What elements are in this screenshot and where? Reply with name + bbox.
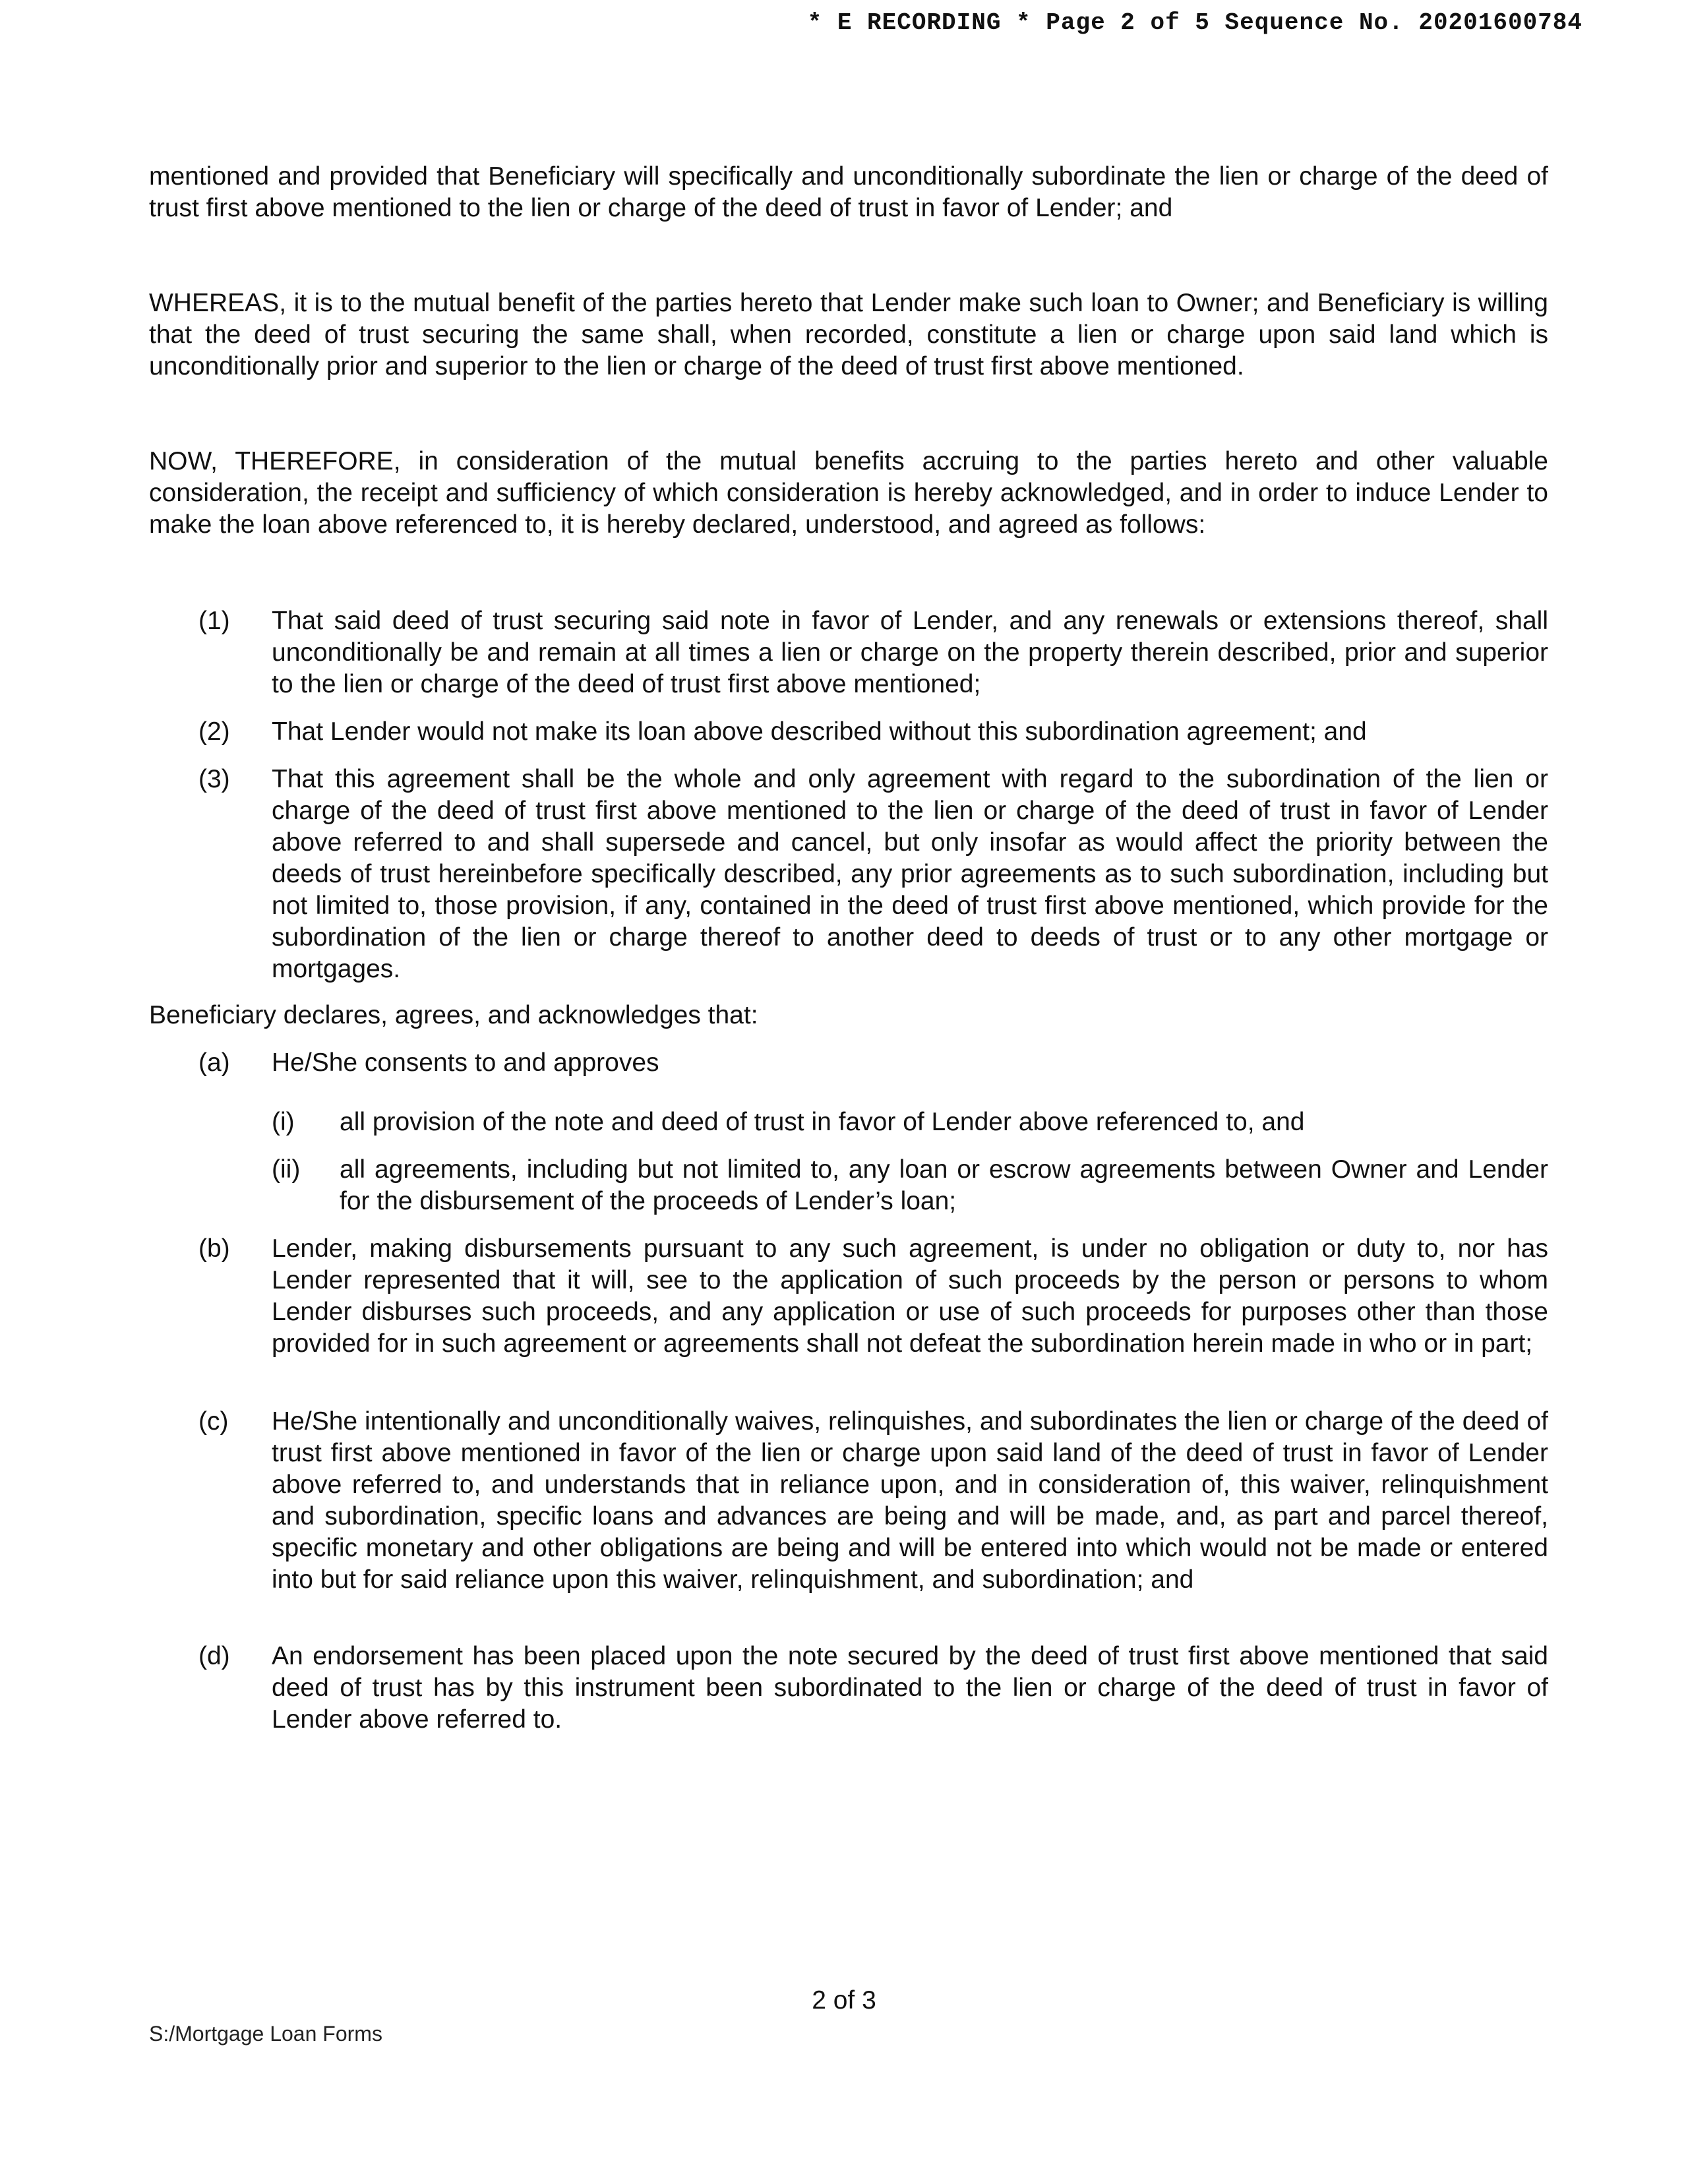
item-text: Lender, making disbursements pursuant to any such agreement, is under no obligation or duty to, nor has Lender represented that it will, see to the application of such proceeds by the person or persons to whom Lender disburses such proceeds, and any application or use of such proceeds for purposes other than those provided for in such agreement or agreements shall not defeat the subordination herein made in who or in part; bbox=[272, 1234, 1548, 1358]
page-number: 2 of 3 bbox=[812, 1986, 876, 2015]
lettered-item-d bbox=[149, 1641, 1548, 1736]
paragraph-text: NOW, THEREFORE, in consideration of the mutual benefits accruing to the parties hereto and other valuable consideration, the receipt and sufficiency of which consideration is hereby acknowledged, and in order to induce Lender to make the loan above referenced to, it is hereby declared, understood, and agreed as follows: bbox=[149, 447, 1548, 539]
item-text: That this agreement shall be the whole and only agreement with regard to the subordination of the lien or charge of the deed of trust first above mentioned to the lien or charge of the deed of trust in favor of Lender above referred to and shall supersede and cancel, but only insofar as would affect the priority between the deeds of trust hereinbefore specifically described, any prior agreements as to such subordination, including but not limited to, those provision, if any, contained in the deed of trust first above mentioned, which provide for the subordination of the lien or charge thereof to another deed to deeds of trust or to any other mortgage or mortgages. bbox=[272, 765, 1548, 983]
paragraph-now-therefore bbox=[149, 446, 1548, 541]
sub-item-i bbox=[149, 1107, 1548, 1138]
recording-header: * E RECORDING * Page 2 of 5 Sequence No. 20201600784 bbox=[807, 9, 1582, 36]
item-text: That said deed of trust securing said note in favor of Lender, and any renewals or extensions thereof, shall unconditionally be and remain at all times a lien or charge on the property therein described, prior and superior to the lien or charge of the deed of trust first above mentioned; bbox=[272, 607, 1548, 698]
item-text: An endorsement has been placed upon the note secured by the deed of trust first above mentioned that said deed of trust has by this instrument been subordinated to the lien or charge of the deed of trust in favor of Lender above referred to. bbox=[272, 1642, 1548, 1734]
beneficiary-intro bbox=[149, 1000, 1548, 1031]
paragraph-continuation bbox=[149, 161, 1548, 224]
numbered-item-1 bbox=[149, 605, 1548, 700]
paragraph-text: Beneficiary declares, agrees, and acknowledges that: bbox=[149, 1001, 758, 1029]
paragraph-whereas bbox=[149, 288, 1548, 382]
numbered-item-2 bbox=[149, 716, 1548, 748]
item-letter: (b) bbox=[198, 1234, 230, 1263]
item-letter: (c) bbox=[198, 1407, 229, 1436]
item-roman: (i) bbox=[272, 1108, 295, 1136]
footer-file-path: S:/Mortgage Loan Forms bbox=[149, 2022, 382, 2046]
lettered-item-a bbox=[149, 1047, 1548, 1079]
lettered-item-c bbox=[149, 1406, 1548, 1596]
numbered-item-3 bbox=[149, 764, 1548, 985]
item-text: That Lender would not make its loan above described without this subordination agreement; and bbox=[272, 717, 1367, 746]
item-letter: (d) bbox=[198, 1642, 230, 1670]
item-roman: (ii) bbox=[272, 1155, 301, 1184]
item-letter: (a) bbox=[198, 1048, 230, 1077]
item-text: He/She intentionally and unconditionally waives, relinquishes, and subordinates the lien or charge of the deed of trust first above mentioned in favor of the lien or charge upon said land of the deed of trust in favor of Lender above referred to, and understands that in reliance upon, and in consideration of, this waiver, relinquishment and subordination, specific loans and advances are being and will be made, and, as part and parcel thereof, specific monetary and other obligations are being and will be entered into which would not be made or entered into but for said reliance upon this waiver, relinquishment, and subordination; and bbox=[272, 1407, 1548, 1594]
lettered-item-b bbox=[149, 1233, 1548, 1360]
item-text: He/She consents to and approves bbox=[272, 1048, 659, 1077]
item-number: (2) bbox=[198, 717, 230, 746]
sub-item-ii bbox=[149, 1154, 1548, 1217]
item-number: (1) bbox=[198, 607, 230, 635]
item-text: all agreements, including but not limited to, any loan or escrow agreements between Owner and Lender for the disbursement of the proceeds of Lender’s loan; bbox=[340, 1155, 1548, 1215]
paragraph-text: WHEREAS, it is to the mutual benefit of the parties hereto that Lender make such loan to Owner; and Beneficiary is willing that the deed of trust securing the same shall, when recorded, constitute a lien or charge upon said land which is unconditionally prior and superior to the lien or charge of the deed of trust first above mentioned. bbox=[149, 289, 1548, 380]
item-text: all provision of the note and deed of trust in favor of Lender above referenced to, and bbox=[340, 1108, 1305, 1136]
item-number: (3) bbox=[198, 765, 230, 793]
paragraph-text: mentioned and provided that Beneficiary will specifically and unconditionally subordinate the lien or charge of the deed of trust first above mentioned to the lien or charge of the deed of trust in favor of Lender; and bbox=[149, 162, 1548, 222]
